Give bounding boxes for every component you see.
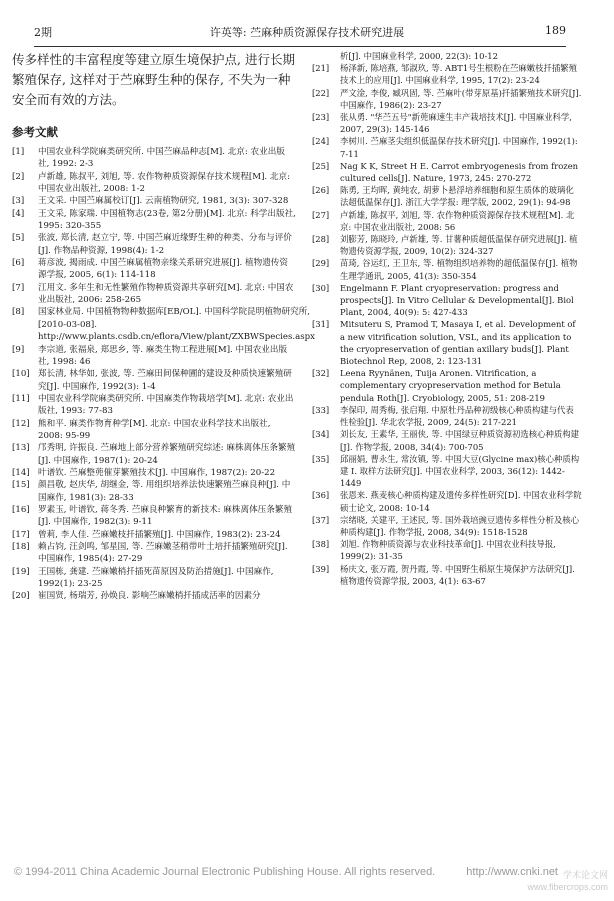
reference-item — [12, 208, 296, 233]
reference-number: [12] — [12, 418, 30, 429]
watermark-text: 学术论文网 — [562, 870, 608, 880]
reference-text: 杨泽新, 陈培燕, 邹淑玖, 等. ABT1号生根粉在苎麻嫩枝扦插繁殖技术上的应用[J]. 中国麻业科学, 1995, 17(2): 23-24 — [340, 63, 578, 86]
reference-number: [8] — [12, 307, 25, 318]
reference-number: [24] — [312, 136, 330, 147]
right-column — [312, 50, 582, 587]
reference-text: 宗绪晓, 关建平, 王述民, 等. 国外栽培豌豆遗传多样性分析及核心种质构建[J]. 作物学报, 2008, 34(9): 1518-1528 — [340, 514, 580, 537]
reference-number: [19] — [12, 566, 30, 577]
copyright-notice: © 1994-2011 China Academic Journal Electronic Publishing House. All rights reserved. — [14, 866, 436, 878]
watermark-url: www.fibercrops.com — [527, 882, 608, 892]
reference-number: [5] — [12, 233, 25, 244]
reference-list-left — [12, 146, 316, 603]
reference-number: [37] — [312, 514, 330, 525]
reference-item — [12, 393, 296, 418]
reference-number: [29] — [312, 258, 330, 269]
reference-item — [12, 442, 296, 467]
reference-number: [38] — [312, 539, 330, 550]
reference-item — [12, 504, 296, 529]
reference-text: 蒋彦波, 揭雨成. 中国苎麻属植物亲缘关系研究进展[J]. 植物遗传资源学报, 2005, 6(1): 114-118 — [38, 258, 288, 281]
reference-number: [15] — [12, 480, 30, 491]
reference-item — [12, 590, 296, 602]
left-column — [12, 50, 316, 603]
reference-number: [35] — [312, 453, 330, 464]
reference-item — [312, 87, 582, 111]
reference-item — [12, 368, 296, 393]
reference-number — [312, 50, 340, 62]
reference-text: 李树川. 苎麻茎尖组织低温保存技术研究[J]. 中国麻作, 1992(1): 7-11 — [340, 136, 578, 159]
reference-number: [7] — [12, 282, 25, 293]
page-header — [0, 0, 614, 48]
reference-item — [12, 257, 296, 282]
reference-text: 邝秀明, 许振良. 苎麻地上部分营养繁殖研究综述: 麻株离体压条繁殖[J]. 中国麻作, 1987(1): 20-24 — [38, 443, 296, 466]
publisher-url: http://www.cnki.net — [466, 866, 558, 878]
reference-number: [14] — [12, 467, 30, 478]
reference-item — [12, 171, 296, 196]
reference-item — [312, 233, 582, 257]
reference-number: [32] — [312, 368, 330, 379]
reference-text: 曾莉, 李人佳. 苎麻嫩枝扦插繁殖[J]. 中国麻作, 1983(2): 23-24 — [38, 529, 281, 540]
reference-text: 刘膨芳, 陈晓玲, 卢新雄, 等. 甘薯种质超低温保存研究进展[J]. 植物遗传资源学报, 2009, 10(2): 324-327 — [340, 234, 578, 257]
reference-text: 刘旭. 作物种质资源与农业科技革命[J]. 中国农业科技导报, 1999(2): 31-35 — [340, 539, 556, 562]
reference-text: 崔国贤, 杨瑞芳, 孙焕良. 影响苎麻嫩梢扦插成活率的因素分 — [38, 591, 261, 602]
reference-number: [21] — [312, 63, 330, 74]
reference-item — [12, 146, 296, 171]
reference-item — [312, 135, 582, 159]
reference-text: 中国农业科学院麻类研究所. 中国麻类作物栽培学[M]. 北京: 农业出版社, 1993: 77-83 — [38, 393, 294, 417]
reference-item — [312, 453, 582, 490]
reference-number: [9] — [12, 344, 25, 355]
reference-item — [12, 232, 296, 257]
reference-text: 邱丽娟, 曹永生, 常汝镇, 等. 中国大豆(Glycine max)核心种质构建 I. 取样方法研究[J]. 中国农业科学, 2003, 36(12): 1442-1449 — [340, 453, 580, 489]
reference-item — [12, 467, 296, 479]
reference-number: [36] — [312, 490, 330, 501]
reference-item — [12, 529, 296, 541]
reference-text: 罗素玉, 叶谱钦, 蒋冬秀. 苎麻良种繁育的新技术: 麻株离体压条繁殖[J]. 中国麻作, 1982(3): 9-11 — [38, 504, 293, 528]
reference-number: [17] — [12, 529, 30, 540]
reference-item — [312, 514, 582, 538]
reference-text: 郑长清, 林华如, 张波, 等. 苎麻田间保种圃的建设及种质快速繁殖研究[J]. 中国麻作, 1992(3): 1-4 — [38, 369, 292, 392]
reference-item — [312, 367, 582, 404]
reference-text: 刘长友, 王素华, 王丽侠, 等. 中国绿豆种质资源初选核心种质构建[J]. 作物学报, 2008, 34(4): 700-705 — [340, 429, 580, 452]
reference-item — [312, 318, 582, 367]
reference-text: 王文采, 陈家瑞. 中国植物志(23卷, 第2分册)[M]. 北京: 科学出版社, 1995: 320-355 — [38, 208, 296, 232]
reference-text: 析[J]. 中国麻业科学, 2000, 22(3): 10-12 — [340, 51, 498, 61]
reference-number: [26] — [312, 185, 330, 196]
reference-text: Nag K K, Street H E. Carrot embryogenesis from frozen cultured cells[J]. Nature, 1973, 245: 270-272 — [340, 160, 579, 184]
running-title: 许英等: 苎麻种质资源保存技术研究进展 — [209, 26, 405, 39]
reference-item — [312, 282, 582, 319]
reference-number: [23] — [312, 112, 330, 123]
reference-item — [12, 418, 296, 443]
reference-number: [27] — [312, 209, 330, 220]
reference-text: 李保印, 周秀梅, 张启翔. 中原牡丹品种初级核心种质构建与代表性检验[J]. 华北农学报, 2009, 24(5): 217-221 — [340, 404, 574, 428]
reference-item — [312, 62, 582, 86]
reference-text: Mitsuteru S, Pramod T, Masaya I, et al. Development of a new vitrification solution, VSL, and its application to the cryopreservation of gentian axillary buds[J]. Plant Biotechnol Rep, 2008, 2: 123-131 — [340, 319, 576, 367]
reference-item — [312, 184, 582, 208]
reference-text: 国家林业局. 中国植物物种数据库[EB/OL]. 中国科学院昆明植物研究所, [2010-03-08]. http://www.plants.csdb.cn/eflora/View/plant/ZXBWSpecies.aspx — [38, 307, 316, 343]
reference-number: [2] — [12, 171, 25, 182]
reference-item — [312, 428, 582, 452]
reference-text: 江用文. 多年生和无性繁殖作物种质资源共享研究[M]. 北京: 中国农业出版社, 2006: 258-265 — [38, 282, 294, 306]
reference-number: [11] — [12, 393, 30, 404]
reference-text: 颜昌敬, 赵庆华, 胡继金, 等. 用组织培养法快速繁殖苎麻良种[J]. 中国麻作, 1981(3): 28-33 — [38, 480, 291, 503]
reference-item — [12, 479, 296, 504]
journal-issue: 2期 — [34, 26, 52, 39]
page-number: 189 — [545, 24, 566, 37]
reference-number: [16] — [12, 504, 30, 515]
reference-text: 陈勇, 王均晖, 黄纯农, 胡萝卜悬浮培养细胞和原生质体的玻璃化法超低温保存[J]. 浙江大学学报: 理学版, 2002, 29(1): 94-98 — [340, 185, 574, 208]
reference-number: [20] — [12, 591, 30, 602]
reference-text: 王国栋, 龚建. 苎麻嫩梢扦插死苗原因及防治措施[J]. 中国麻作, 1992(1): 23-25 — [38, 566, 274, 590]
reference-text: Leena Ryynänen, Tuija Aronen. Vitrification, a complementary cryopreservation method for Betula pendula Roth[J]. Cryobiology, 2005, 51: 208-219 — [340, 368, 561, 403]
reference-item — [12, 306, 316, 343]
reference-number: [33] — [312, 404, 330, 415]
reference-text: 张恩来. 燕麦核心种质构建及遗传多样性研究[D]. 中国农业科学院硕士论文, 2008: 10-14 — [340, 490, 582, 513]
reference-text: 熊和平. 麻类作物育种学[M]. 北京: 中国农业科学技术出版社, 2008: 95-99 — [38, 418, 271, 441]
reference-item — [312, 50, 582, 62]
references-heading: 参考文献 — [12, 125, 58, 139]
reference-number: [31] — [312, 319, 330, 330]
reference-number: [4] — [12, 208, 25, 219]
reference-item — [312, 404, 582, 428]
reference-text: 赖占钧, 汪剑鸣, 邹星国, 等. 苎麻嫩茎稍带叶土培扦插繁殖研究[J]. 中国麻作, 1985(4): 27-29 — [38, 542, 288, 565]
reference-text: 苗琦, 谷运红, 王卫东, 等. 植物组织培养物的超低温保存[J]. 植物生理学通讯, 2005, 41(3): 350-354 — [340, 258, 578, 281]
reference-item — [312, 257, 582, 281]
reference-item — [312, 209, 582, 233]
reference-text: Engelmann F. Plant cryopreservation: progress and prospects[J]. In Vitro Cellular & Developmental[J]. Biol Plant, 2004, 40(9): 5: 427-433 — [340, 282, 574, 318]
reference-number: [1] — [12, 147, 25, 157]
reference-text: 卢新雄, 陈叔平, 刘旭, 等. 农作物种质资源保存技术规程[M]. 北京: 中国农业出版社, 2008: 1-2 — [38, 171, 290, 195]
reference-number: [25] — [312, 160, 330, 171]
reference-text: 中国农业科学院麻类研究所. 中国苎麻品种志[M]. 北京: 农业出版社, 1992: 2-3 — [38, 147, 285, 170]
reference-item — [12, 566, 296, 591]
reference-number: [18] — [12, 542, 30, 552]
reference-number: [13] — [12, 443, 30, 454]
reference-number: [39] — [312, 563, 330, 574]
reference-number: [6] — [12, 258, 25, 269]
reference-text: 王文采. 中国苎麻属校订[J]. 云南植物研究, 1981, 3(3): 307-328 — [38, 196, 289, 207]
reference-item — [312, 160, 582, 184]
reference-number: [22] — [312, 87, 330, 98]
reference-list-right — [312, 50, 582, 587]
reference-item — [12, 344, 296, 369]
reference-text: 叶谱钦. 苎麻整蔸催芽繁殖技术[J]. 中国麻作, 1987(2): 20-22 — [38, 467, 276, 478]
reference-number: [34] — [312, 429, 330, 440]
reference-text: 张从勇. "华苎五号"新蔸麻速生丰产栽培技术[J]. 中国麻业科学, 2007, 29(3): 145-146 — [340, 112, 572, 135]
reference-number: [10] — [12, 369, 30, 380]
reference-text: 杨庆文, 张万霞, 贺丹霞, 等. 中国野生稻原生境保护方法研究[J]. 植物遗传资源学报, 2003, 4(1): 63-67 — [340, 563, 575, 586]
reference-number: [3] — [12, 196, 25, 207]
header-rule — [34, 46, 566, 47]
reference-item — [312, 111, 582, 135]
reference-text: 张波, 郑长清, 赵立宁, 等. 中国苎麻近缘野生种的种类、分布与评价[J]. 作物品种资源, 1998(4): 1-2 — [38, 233, 292, 256]
reference-text: 严文淦, 李俊, 臧巩固, 等. 苎麻叶(带芽原基)扦插繁殖技术研究[J]. 中国麻作, 1986(2): 23-27 — [340, 87, 582, 110]
reference-item — [312, 489, 582, 513]
reference-number: [28] — [312, 234, 330, 245]
reference-item — [312, 563, 582, 587]
reference-item — [312, 538, 582, 562]
reference-text: 卢新雄, 陈叔平, 刘旭, 等. 农作物种质资源保存技术规程[M]. 北京: 中国农业出版社, 2008: 56 — [340, 209, 575, 232]
reference-item — [12, 541, 296, 566]
body-paragraph: 传多样性的丰富程度等建立原生境保护点, 进行长期繁殖保存, 这样对于苎麻野生种的保存, 不失为一种安全而有效的方法。 — [12, 52, 295, 107]
reference-item — [12, 195, 296, 207]
reference-text: 李宗道, 张福泉, 郑思乡, 等. 麻类生物工程进展[M]. 中国农业出版社, 1998: 46 — [38, 344, 288, 367]
reference-item — [12, 282, 296, 307]
reference-number: [30] — [312, 282, 330, 293]
